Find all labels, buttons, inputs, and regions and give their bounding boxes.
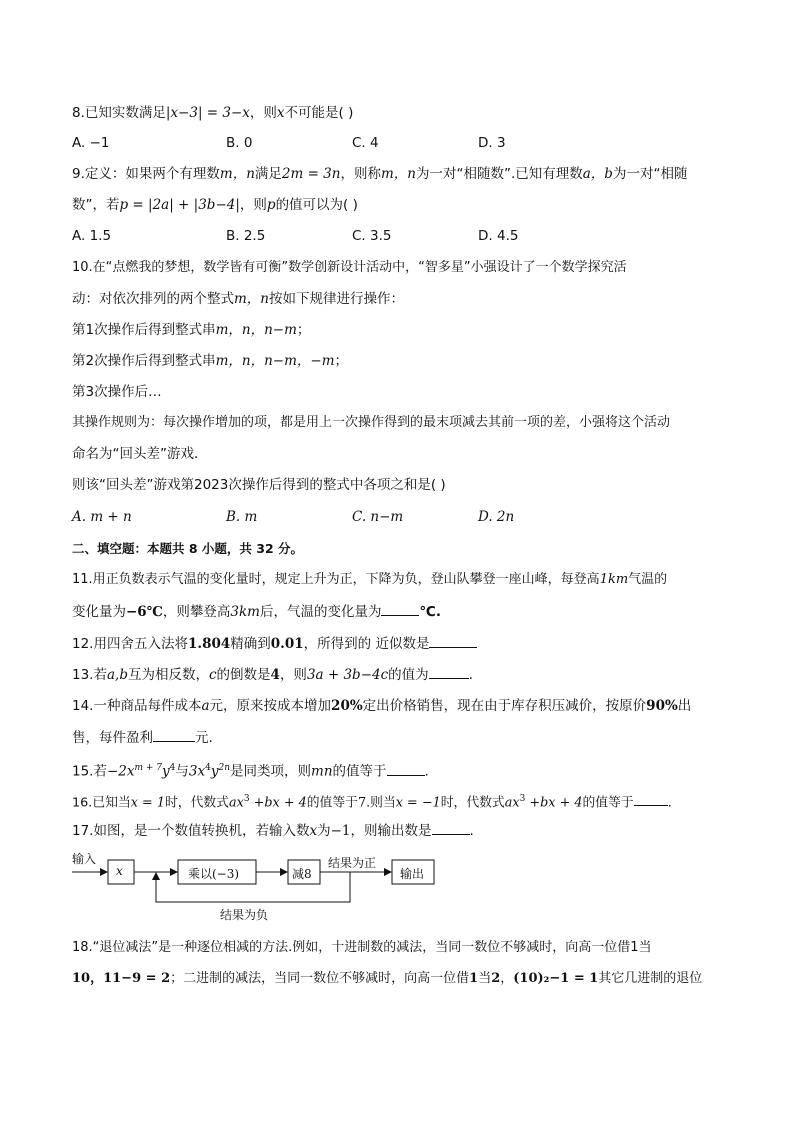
q11-line-1: 11.用正负数表示气温的变化量时，规定上升为正，下降为负，登山队攀登一座山峰，每登高1km气温的 <box>72 572 668 587</box>
q16-line: 16.已知当x = 1时，代数式$ax^3 +bx + 4$的值等于7.则当x = −1时，代数式$ax^3 +bx + 4$的值等于 . <box>72 789 672 813</box>
q15-answer-blank[interactable] <box>387 761 425 776</box>
q11-answer-blank[interactable] <box>381 601 419 616</box>
q10-line-2: 动：对依次排列的两个整式m，n按如下规律进行操作： <box>72 291 404 307</box>
q13-answer-blank[interactable] <box>429 664 469 679</box>
q14-line-1: 14.一种商品每件成本a元，原来按成本增加20%定出价格销售，现在由于库存积压减价，按原价90%出 <box>72 698 692 714</box>
flowchart-input-label: 输入 <box>72 852 97 866</box>
q13-line: 13.若a,b互为相反数，c的倒数是4，则3a + 3b−4c的值为 . <box>72 664 473 685</box>
q10-option-d: D. 2n <box>478 509 515 525</box>
q10-line-7: 命名为“回头差”游戏． <box>72 446 208 462</box>
q17-answer-blank[interactable] <box>432 820 470 835</box>
q14-answer-blank[interactable] <box>153 727 195 742</box>
flowchart-box-x: x <box>116 864 123 878</box>
q10-line-8: 则该“回头差”游戏第2023次操作后得到的整式中各项之和是( ) <box>72 477 446 493</box>
q16-answer-blank[interactable] <box>634 791 668 806</box>
q18-line-2: 10，11−9 = 2；二进制的减法，当同一数位不够减时，向高一位借1当2，(10)₂−1 = 1其它几进制的退位 <box>72 971 703 986</box>
flowchart-box-multiply: 乘以(−3) <box>188 867 240 881</box>
flowchart-box-subtract: 减8 <box>292 867 312 881</box>
q8-option-a: A. −1 <box>72 135 110 151</box>
q10-option-b: B. m <box>226 509 258 525</box>
flowchart-negative-label: 结果为负 <box>220 908 269 922</box>
q9-option-b: B. 2.5 <box>226 228 266 244</box>
q9-line-1: 9.定义：如果两个有理数m，n满足2m = 3n，则称m，n为一对“相随数”.已知有理数a，b为一对“相随 <box>72 166 688 182</box>
q8-option-b: B. 0 <box>226 135 253 151</box>
q9-line-2: 数”，若p = |2a| + |3b−4|，则p的值可以为( ) <box>72 197 358 213</box>
q9-option-a: A. 1.5 <box>72 228 112 244</box>
q12-line: 12.用四舍五入法将1.804精确到0.01，所得到的 近似数是 <box>72 633 477 654</box>
q10-option-a: A. m + n <box>72 509 132 525</box>
number-converter-flowchart <box>70 852 450 924</box>
q8-option-c: C. 4 <box>352 135 379 151</box>
q10-line-6: 其操作规则为：每次操作增加的项，都是用上一次操作得到的最末项减去其前一项的差，小强将这个活动 <box>72 415 671 430</box>
q10-option-c: C. n−m <box>352 509 404 525</box>
q14-line-2: 售，每件盈利 元. <box>72 727 213 748</box>
flowchart-positive-label: 结果为正 <box>328 856 377 870</box>
flowchart-box-output: 输出 <box>400 867 425 881</box>
q10-line-4: 第2次操作后得到整式串m，n，n−m，−m； <box>72 353 349 369</box>
q18-line-1: 18.“退位减法”是一种逐位相减的方法.例如，十进制数的减法，当同一数位不够减时，向高一位借1当 <box>72 940 652 955</box>
section-heading-fill-in: 二、填空题：本题共 8 小题，共 32 分。 <box>72 541 304 556</box>
q17-line: 17.如图，是一个数值转换机，若输入数x为−1，则输出数是 . <box>72 820 474 841</box>
q10-line-3: 第1次操作后得到整式串m，n，n−m； <box>72 322 311 338</box>
q8-option-d: D. 3 <box>478 135 506 151</box>
q10-line-5: 第3次操作后… <box>72 384 162 400</box>
q12-answer-blank[interactable] <box>429 633 477 648</box>
q9-option-c: C. 3.5 <box>352 228 392 244</box>
q15-line: 15.若$-2x^{m + 7}y^4$与$3x^4y^{2n}$是同类项，则mn的值等于 . <box>72 758 429 782</box>
q8-stem: 8.已知实数满足|x−3| = 3−x，则x不可能是( ) <box>72 105 354 121</box>
q10-line-1: 10.在“点燃我的梦想，数学皆有可衡”数学创新设计活动中，“智多星”小强设计了一个数学探究活 <box>72 260 627 275</box>
q9-option-d: D. 4.5 <box>478 228 519 244</box>
q11-line-2: 变化量为−6℃，则攀登高3km后，气温的变化量为 ℃. <box>72 601 441 622</box>
